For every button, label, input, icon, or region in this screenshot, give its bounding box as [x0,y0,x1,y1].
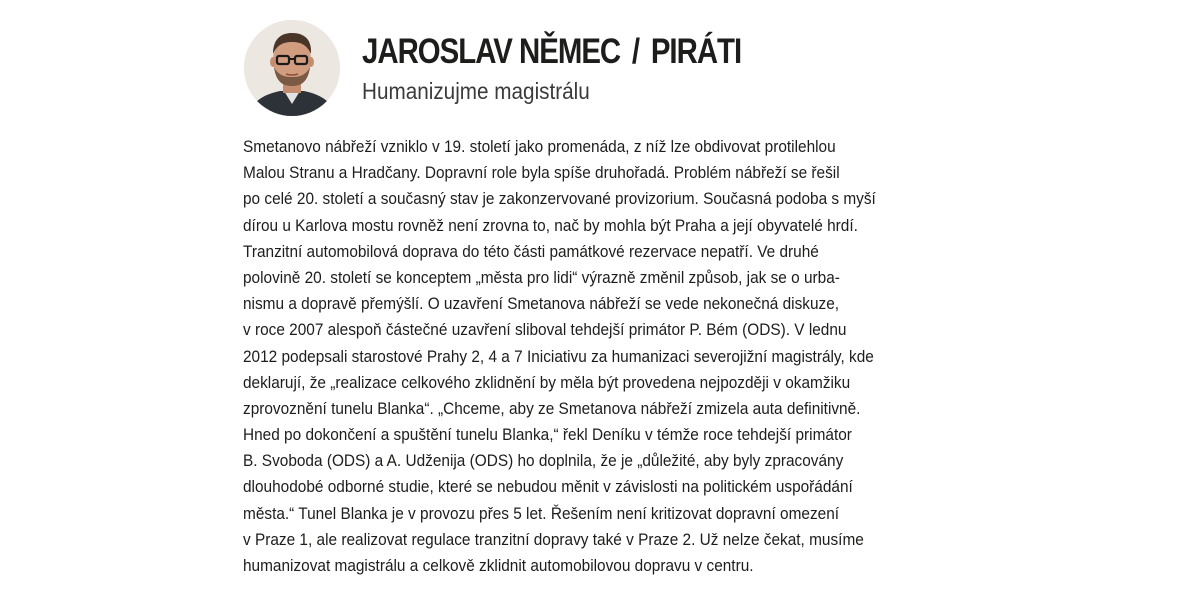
article-headline [362,30,741,74]
party-name: PIRÁTI [650,32,742,71]
body-line: zprovoznění tunelu Blanka“. „Chceme, aby ze Smetanova nábřeží zmizela auta definitivně. [243,398,861,418]
body-line: B. Svoboda (ODS) a A. Udženija (ODS) ho doplnila, že je „důležité, aby byly zpracovány [243,451,844,471]
body-line: v Praze 1, ale realizovat regulace tranzitní dopravy také v Praze 2. Už nelze čekat, musíme [243,529,864,549]
author-photo [244,20,340,116]
article-subtitle: Humanizujme magistrálu [362,78,590,104]
body-line: města.“ Tunel Blanka je v provozu přes 5 let. Řešením není kritizovat dopravní omezení [243,503,840,523]
headline-separator: / [631,32,640,71]
body-line: dírou u Karlova mostu rovněž není zrovna to, nač by mohla být Praha a její obyvatelé hrdí. [243,215,858,235]
body-line: humanizovat magistrálu a celkově zklidnit automobilovou dopravu v centru. [243,556,754,575]
body-line: 2012 podepsali starostové Prahy 2, 4 a 7 Iniciativu za humanizaci severojižní magistrály, kde [243,346,874,366]
body-line: dlouhodobé odborné studie, které se nebudou měnit v závislosti na politickém uspořádání [243,477,853,497]
body-line: Hned po dokončení a spuštění tunelu Blanka,“ řekl Deníku v témže roce tehdejší primátor [243,425,852,445]
body-line: po celé 20. století a současný stav je zakonzervované provizorium. Současná podoba s myší [243,189,876,209]
article-body [243,134,1003,579]
body-line: Smetanovo nábřeží vzniklo v 19. století jako promenáda, z níž lze obdivovat protilehlou [243,137,836,156]
body-line: Malou Stranu a Hradčany. Dopravní role byla spíše druhořadá. Problém nábřeží se řešil [243,163,840,183]
body-line: Tranzitní automobilová doprava do této části památkové rezervace nepatří. Ve druhé [243,241,819,261]
body-line: polovině 20. století se konceptem „města pro lidi“ výrazně změnil způsob, jak se o urba- [243,267,840,287]
author-portrait-image [244,20,340,116]
body-line: v roce 2007 alespoň částečné uzavření sliboval tehdejší primátor P. Bém (ODS). V lednu [243,320,847,340]
body-line: deklarují, že „realizace celkového zklidnění by měla být provedena nejpozději v okamžiku [243,372,851,392]
author-name: JAROSLAV NĚMEC [362,32,621,71]
body-line: nismu a dopravě přemýšlí. O uzavření Smetanova nábřeží se vede nekonečná diskuze, [243,294,840,314]
